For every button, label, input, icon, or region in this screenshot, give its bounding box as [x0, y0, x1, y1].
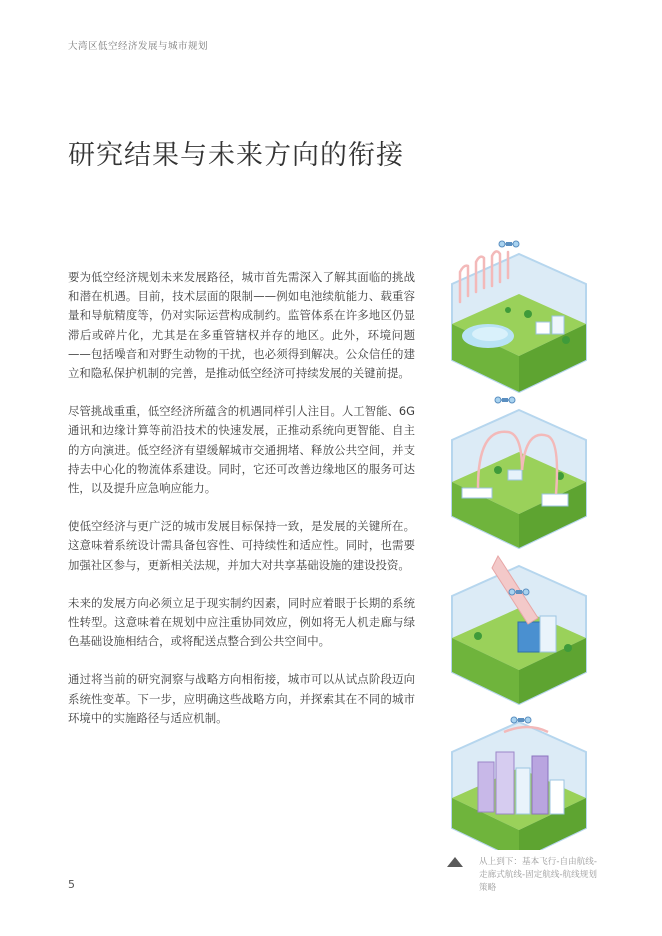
paragraph-4: 未来的发展方向必须立足于现实制约因素，同时应着眼于长期的系统性转型。这意味着在规划中应注重协同效应，例如将无人机走廊与绿色基础设施相结合，或将配送点整合到公共空间中。	[68, 595, 415, 649]
flight-route-illustration	[448, 232, 590, 850]
drone-icon	[495, 397, 515, 403]
hex-tile-free-route	[452, 397, 586, 548]
paragraph-5: 通过将当前的研究洞察与战略方向相衔接，城市可以从试点阶段迈向系统性变革。下一步，应明确这些战略方向，并探索其在不同的城市环境中的实施路径与适应机制。	[68, 672, 415, 725]
page-title: 研究结果与未来方向的衔接	[68, 140, 404, 171]
body-text	[68, 268, 415, 747]
drone-icon	[499, 241, 519, 247]
paragraph-1: 要为低空经济规划未来发展路径，城市首先需深入了解其面临的挑战和潜在机遇。目前，技术层面的限制——例如电池续航能力、载重容量和导航精度等，仍对实际运营构成制约。监管体系在许多地区仍显滞后或碎片化，尤其是在多重管辖权并存的地区。此外，环境问题——包括噪音和对野生动物的干扰，也必须得到解决。公众信任的建立和隐私保护机制的完善，是推动低空经济可持续发展的关键前提。	[68, 270, 415, 381]
paragraph-3: 使低空经济与更广泛的城市发展目标保持一致，是发展的关键所在。这意味着系统设计需具备包容性、可持续性和适应性。同时，也需要加强社区参与，更新相关法规，并加大对共享基础设施的建设投资。	[68, 519, 415, 572]
page-number: 5	[68, 878, 75, 891]
figure-caption: 从上到下：基本飞行-自由航线-走廊式航线-固定航线-航线规划策略	[479, 857, 597, 893]
hex-tile-fixed-route	[452, 717, 586, 850]
hex-tile-corridor-route	[452, 556, 586, 704]
running-header: 大湾区低空经济发展与城市规划	[68, 41, 209, 52]
paragraph-2: 尽管挑战重重，低空经济所蕴含的机遇同样引人注目。人工智能、6G通讯和边缘计算等前沿技术的快速发展，正推动系统向更智能、自主的方向演进。低空经济有望缓解城市交通拥堵、释放公共空间，并支持去中心化的物流体系建设。同时，它还可改善边缘地区的服务可达性，以及提升应急响应能力。	[68, 404, 415, 496]
hex-tile-basic-flight	[452, 241, 586, 392]
triangle-pointer-icon	[447, 857, 463, 867]
